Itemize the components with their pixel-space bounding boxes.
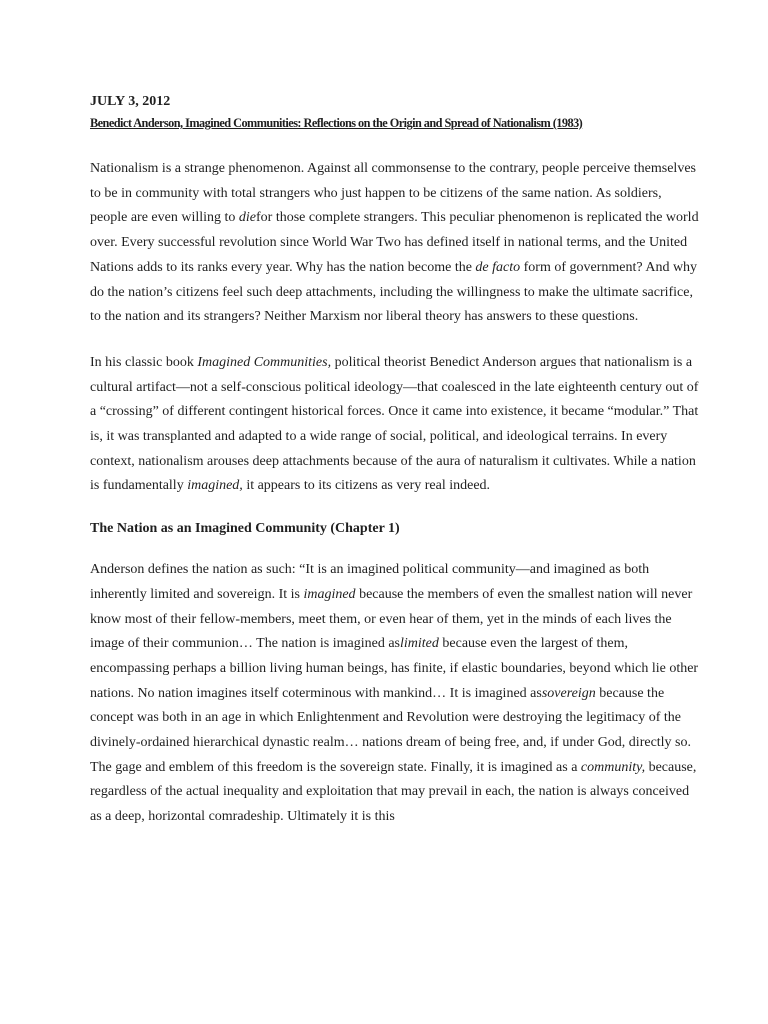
paragraph-1 — [90, 157, 700, 330]
emphasis-de-facto: de facto — [475, 259, 521, 275]
text-span: political theorist Benedict Anderson argues that nationalism is a cultural artifact—not a self-conscious political ideology—that coalesced in the late eighteenth century out of a “crossing” of different contingent historical forces. Once it came into existence, it became “modular.” That is, it was transplanted and adapted to a wide range of social, political, and ideological terrains. In every context, nationalism arouses deep attachments because of the aura of naturalism it cultivates. While a nation is fundamentally — [90, 354, 699, 494]
emphasis-imagined: imagined, — [187, 478, 243, 494]
text-span: In his classic book — [90, 354, 198, 370]
text-span: for those complete strangers. This peculiar phenomenon is replicated the world over. Every successful revolution since World War Two has defined itself in national terms, and the United Nations adds to its ranks every year. Why has the nation become the — [90, 210, 699, 275]
section-heading: The Nation as an Imagined Community (Chapter 1) — [90, 521, 400, 537]
emphasis-die: die — [238, 210, 257, 226]
text-span: form of government? And why do the nation’s citizens feel such deep attachments, including the willingness to make the ultimate sacrifice, to the nation and its strangers? Neither Marxism nor liberal theory has answers to these questions. — [90, 259, 698, 325]
text-span: because the members of even the smallest nation will never know most of their fellow-members, meet them, or even hear of them, yet in the minds of each lives the image of their communion… The nation is imagined as — [90, 586, 693, 652]
book-title-link[interactable]: Benedict Anderson, Imagined Communities: Reflections on the Origin and Spread of Nationalism (1983) — [90, 116, 583, 130]
text-span: Nationalism is a strange phenomenon. Against all commonsense to the contrary, people perceive themselves to be in community with total strangers who just happen to be citizens of the same nation. As soldiers, people are even willing to — [90, 161, 696, 226]
document-page — [90, 92, 700, 830]
paragraph-2 — [90, 351, 700, 499]
text-span: it appears to its citizens as very real indeed. — [242, 478, 491, 494]
post-date: JULY 3, 2012 — [90, 94, 171, 109]
emphasis-community: community, — [580, 759, 646, 775]
text-span: because, regardless of the actual inequality and exploitation that may prevail in each, the nation is always conceived as a deep, horizontal comradeship. Ultimately it is this — [90, 759, 697, 825]
emphasis-book-name: Imagined Communities, — [197, 354, 332, 370]
emphasis-sovereign: sovereign — [541, 685, 596, 701]
paragraph-3 — [90, 558, 700, 830]
text-span: because the concept was both in an age in which Enlightenment and Revolution were destroying the legitimacy of the divinely-ordained hierarchical dynastic realm… nations dream of being free, and, if under God, directly so. The gage and emblem of this freedom is the sovereign state. Finally, it is imagined as a — [90, 685, 692, 775]
text-span: Anderson defines the nation as such: “It is an imagined political community—and imagined as both inherently limited and sovereign. It is — [90, 562, 650, 602]
text-span: because even the largest of them, encompassing perhaps a billion living human beings, has finite, if elastic boundaries, beyond which lie other nations. No nation imagines itself coterminous with mankind… It is imagined as — [90, 636, 699, 701]
emphasis-imagined: imagined — [303, 586, 356, 602]
emphasis-limited: limited — [400, 636, 439, 652]
